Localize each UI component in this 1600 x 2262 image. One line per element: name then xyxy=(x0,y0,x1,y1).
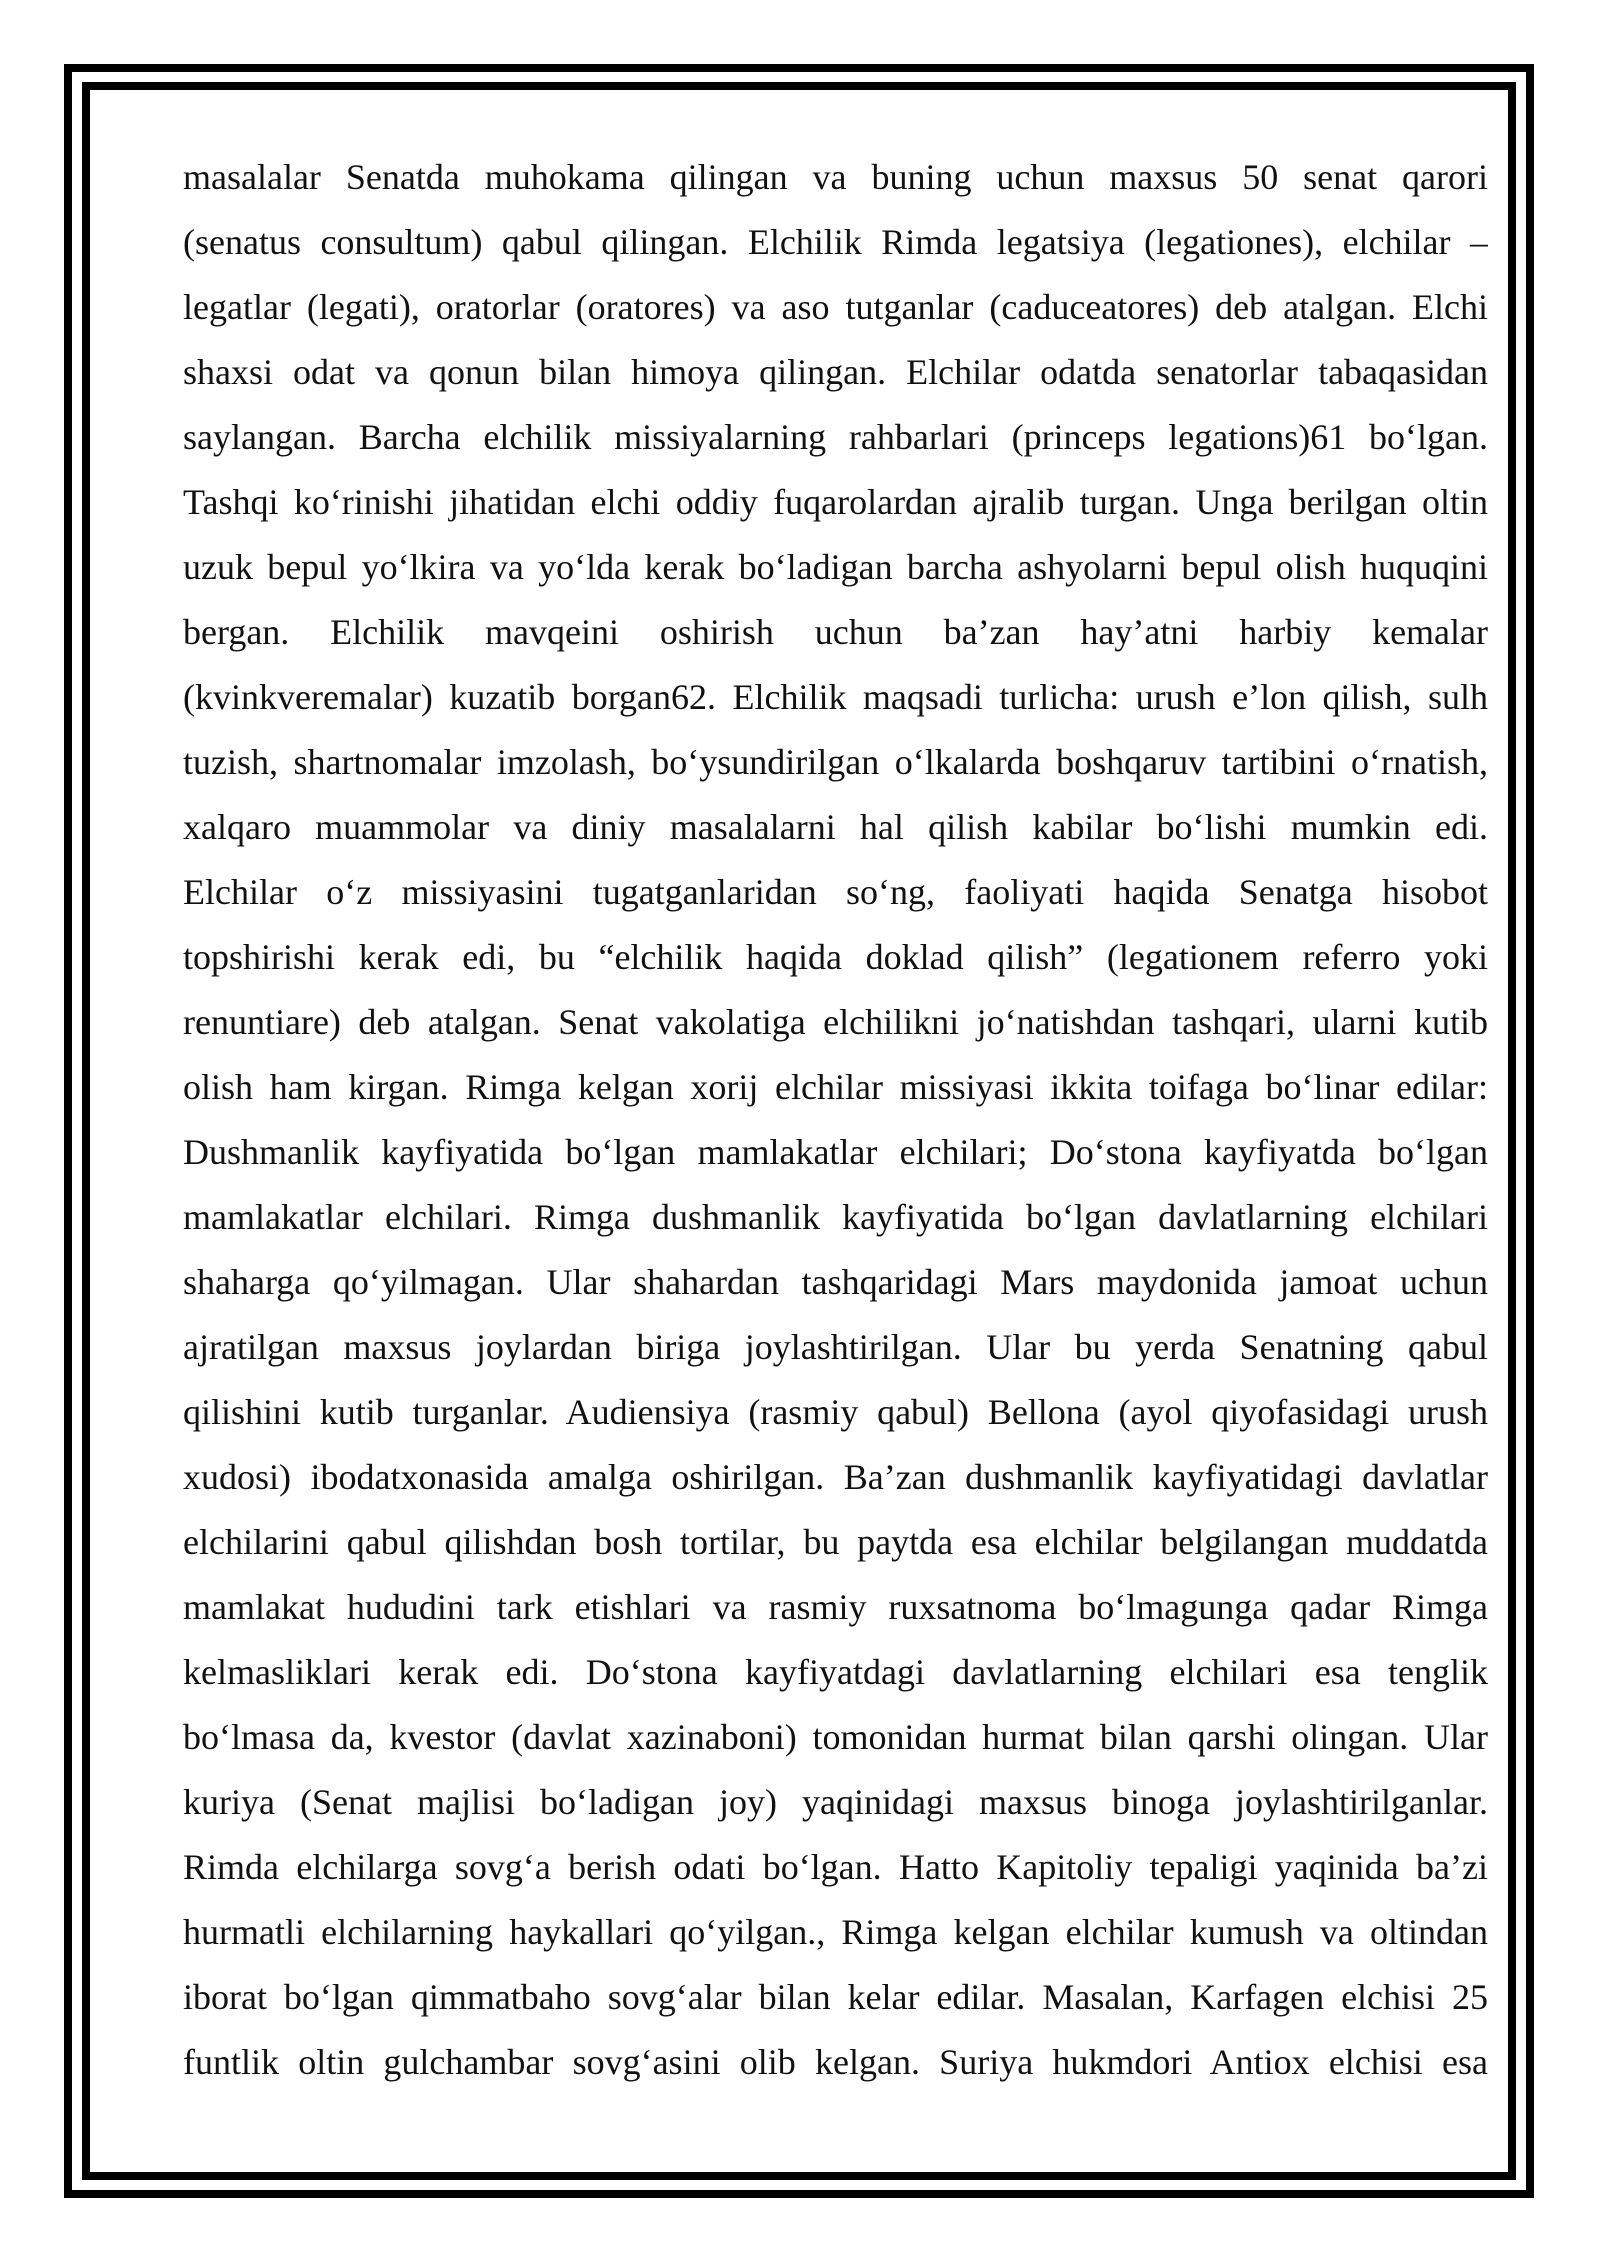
text-line: renuntiare) deb atalgan. Senat vakolatiga elchilikni jo‘natishdan tashqari, ularni kutib xyxy=(183,1002,1488,1042)
text-line: iborat bo‘lgan qimmatbaho sovg‘alar bilan kelar edilar. Masalan, Karfagen elchisi 25 xyxy=(183,1977,1488,2017)
text-line: funtlik oltin gulchambar sovg‘asini olib kelgan. Suriya hukmdori Antiox elchisi esa xyxy=(183,2042,1488,2082)
text-line: elchilarini qabul qilishdan bosh tortilar, bu paytda esa elchilar belgilangan muddatda xyxy=(183,1522,1488,1562)
text-line: hurmatli elchilarning haykallari qo‘yilgan., Rimga kelgan elchilar kumush va oltindan xyxy=(183,1912,1488,1952)
text-line: saylangan. Barcha elchilik missiyalarning rahbarlari (princeps legations)61 bo‘lgan. xyxy=(183,417,1488,457)
text-line: Dushmanlik kayfiyatida bo‘lgan mamlakatlar elchilari; Do‘stona kayfiyatda bo‘lgan xyxy=(183,1132,1488,1172)
text-line: Tashqi ko‘rinishi jihatidan elchi oddiy fuqarolardan ajralib turgan. Unga berilgan oltin xyxy=(183,482,1488,522)
text-line: uzuk bepul yo‘lkira va yo‘lda kerak bo‘ladigan barcha ashyolarni bepul olish huquqini xyxy=(183,547,1488,587)
text-line: mamlakat hududini tark etishlari va rasmiy ruxsatnoma bo‘lmagunga qadar Rimga xyxy=(183,1587,1488,1627)
text-line: (senatus consultum) qabul qilingan. Elchilik Rimda legatsiya (legationes), elchilar – xyxy=(183,222,1488,262)
text-line: mamlakatlar elchilari. Rimga dushmanlik kayfiyatida bo‘lgan davlatlarning elchilari xyxy=(183,1197,1488,1237)
text-line: topshirishi kerak edi, bu “elchilik haqida doklad qilish” (legationem referro yoki xyxy=(183,937,1488,977)
text-line: Rimda elchilarga sovg‘a berish odati bo‘lgan. Hatto Kapitoliy tepaligi yaqinida ba’zi xyxy=(183,1847,1488,1887)
document-body-text xyxy=(183,145,1488,2095)
text-line: shaxsi odat va qonun bilan himoya qilingan. Elchilar odatda senatorlar tabaqasidan xyxy=(183,352,1488,392)
text-line: qilishini kutib turganlar. Audiensiya (rasmiy qabul) Bellona (ayol qiyofasidagi urush xyxy=(183,1392,1488,1432)
text-line: bergan. Elchilik mavqeini oshirish uchun ba’zan hay’atni harbiy kemalar xyxy=(183,612,1488,652)
text-line: tuzish, shartnomalar imzolash, bo‘ysundirilgan o‘lkalarda boshqaruv tartibini o‘rnatish, xyxy=(183,742,1488,782)
text-line: olish ham kirgan. Rimga kelgan xorij elchilar missiyasi ikkita toifaga bo‘linar edilar: xyxy=(183,1067,1488,1107)
text-line: Elchilar o‘z missiyasini tugatganlaridan so‘ng, faoliyati haqida Senatga hisobot xyxy=(183,872,1488,912)
text-line: xalqaro muammolar va diniy masalalarni hal qilish kabilar bo‘lishi mumkin edi. xyxy=(183,807,1488,847)
text-line: ajratilgan maxsus joylardan biriga joylashtirilgan. Ular bu yerda Senatning qabul xyxy=(183,1327,1488,1367)
text-line: xudosi) ibodatxonasida amalga oshirilgan. Ba’zan dushmanlik kayfiyatidagi davlatlar xyxy=(183,1457,1488,1497)
text-line: bo‘lmasa da, kvestor (davlat xazinaboni) tomonidan hurmat bilan qarshi olingan. Ular xyxy=(183,1717,1488,1757)
text-line: (kvinkveremalar) kuzatib borgan62. Elchilik maqsadi turlicha: urush e’lon qilish, sulh xyxy=(183,677,1488,717)
text-line: legatlar (legati), oratorlar (oratores) va aso tutganlar (caduceatores) deb atalgan. Elchi xyxy=(183,287,1488,327)
text-line: kuriya (Senat majlisi bo‘ladigan joy) yaqinidagi maxsus binoga joylashtirilganlar. xyxy=(183,1782,1488,1822)
text-line: shaharga qo‘yilmagan. Ular shahardan tashqaridagi Mars maydonida jamoat uchun xyxy=(183,1262,1488,1302)
text-line: kelmasliklari kerak edi. Do‘stona kayfiyatdagi davlatlarning elchilari esa tenglik xyxy=(183,1652,1488,1692)
text-line: masalalar Senatda muhokama qilingan va buning uchun maxsus 50 senat qarori xyxy=(183,157,1488,197)
